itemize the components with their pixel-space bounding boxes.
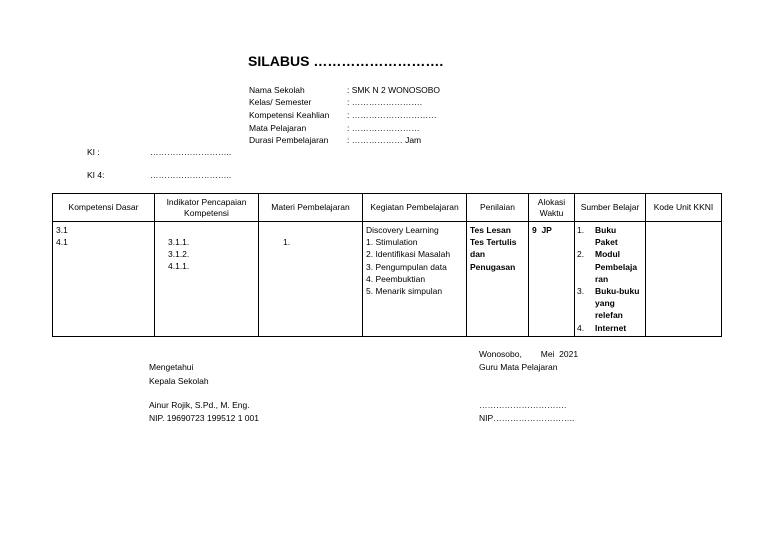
- cell-kkni: [646, 222, 722, 337]
- sig-right-line1: Wonosobo, Mei 2021: [479, 349, 579, 359]
- header-indikator: Indikator Pencapaian Kompetensi: [155, 194, 259, 222]
- sumber-line: ran: [595, 273, 609, 284]
- indikator-item: 3.1.2.: [168, 249, 190, 260]
- info-value: : …………………….: [347, 97, 423, 107]
- ki-label: KI :: [87, 147, 100, 157]
- sumber-num: 4.: [577, 322, 585, 333]
- sumber-line: Internet: [595, 322, 627, 333]
- info-label: Kelas/ Semester: [249, 97, 312, 107]
- penilaian-item: Penugasan: [470, 261, 516, 272]
- header-kegiatan: Kegiatan Pembelajaran: [363, 194, 467, 222]
- sumber-line: yang: [595, 298, 615, 309]
- kegiatan-item: 2. Identifikasi Masalah: [366, 249, 451, 260]
- info-value: : …………………………: [347, 110, 437, 120]
- penilaian-item: Tes Tertulis: [470, 237, 517, 248]
- info-value: : ……………… Jam: [347, 135, 422, 145]
- indikator-item: 4.1.1.: [168, 261, 190, 272]
- ki-value: ………………………..: [150, 147, 232, 157]
- penilaian-item: dan: [470, 249, 486, 260]
- info-label: Mata Pelajaran: [249, 123, 307, 133]
- sumber-item: [575, 224, 642, 248]
- kegiatan-item: 3. Pengumpulan data: [366, 261, 447, 272]
- table-row: [53, 222, 722, 337]
- header-kkni: Kode Unit KKNI: [646, 194, 722, 222]
- kegiatan-item: Discovery Learning: [366, 225, 439, 235]
- kegiatan-item: 5. Menarik simpulan: [366, 286, 443, 297]
- sig-right-line2: Guru Mata Pelajaran: [479, 362, 558, 372]
- sumber-line: Pembelaja: [595, 261, 638, 272]
- ki-value: ………………………..: [150, 170, 232, 180]
- header-penilaian: Penilaian: [467, 194, 529, 222]
- info-label: Nama Sekolah: [249, 85, 305, 95]
- sig-left-line1: Mengetahui: [149, 362, 194, 372]
- cell-indikator: [155, 222, 259, 337]
- table-header-row: [53, 194, 722, 222]
- sumber-line: Modul: [595, 249, 621, 260]
- sumber-item: [575, 322, 642, 334]
- info-value: : SMK N 2 WONOSOBO: [347, 85, 441, 95]
- indikator-item: 3.1.1.: [168, 237, 190, 247]
- alokasi-value: 9 JP: [532, 225, 552, 235]
- sumber-item: [575, 248, 642, 285]
- info-label: Durasi Pembelajaran: [249, 135, 329, 145]
- syllabus-table: [52, 193, 722, 337]
- sig-left-nip: NIP. 19690723 199512 1 001: [149, 413, 259, 423]
- cell-kegiatan: [363, 222, 467, 337]
- sig-right-nip: NIP………………………..: [479, 413, 575, 423]
- cell-penilaian: [467, 222, 529, 337]
- header-sumber: Sumber Belajar: [575, 194, 646, 222]
- sig-left-name: Ainur Rojik, S.Pd., M. Eng.: [149, 400, 250, 410]
- sig-left-line2: Kepala Sekolah: [149, 376, 209, 386]
- sumber-line: Buku: [595, 225, 617, 235]
- page-title: SILABUS ……………………….: [248, 53, 444, 69]
- sumber-num: 2.: [577, 249, 585, 260]
- kd-item: 3.1: [56, 225, 68, 235]
- sumber-line: Paket: [595, 237, 618, 248]
- cell-alokasi: [529, 222, 575, 337]
- penilaian-item: Tes Lesan: [470, 225, 511, 235]
- kegiatan-item: 1. Stimulation: [366, 237, 418, 248]
- info-value: : ……………………: [347, 123, 420, 133]
- sumber-num: 1.: [577, 225, 585, 235]
- header-materi: Materi Pembelajaran: [259, 194, 363, 222]
- sumber-line: Buku-buku: [595, 286, 640, 297]
- cell-materi: [259, 222, 363, 337]
- materi-item: 1.: [283, 237, 291, 247]
- header-alokasi: Alokasi Waktu: [529, 194, 575, 222]
- kegiatan-item: 4. Peembuktian: [366, 273, 426, 284]
- sumber-item: [575, 285, 642, 322]
- cell-kompetensi-dasar: [53, 222, 155, 337]
- sumber-line: relefan: [595, 310, 623, 321]
- sig-right-name: ………………………….: [479, 400, 567, 410]
- kkni-value: [646, 222, 721, 226]
- ki-label: KI 4:: [87, 170, 105, 180]
- info-label: Kompetensi Keahlian: [249, 110, 330, 120]
- kd-item: 4.1: [56, 237, 68, 248]
- sumber-num: 3.: [577, 286, 585, 297]
- header-kompetensi-dasar: Kompetensi Dasar: [53, 194, 155, 222]
- cell-sumber: [575, 222, 646, 337]
